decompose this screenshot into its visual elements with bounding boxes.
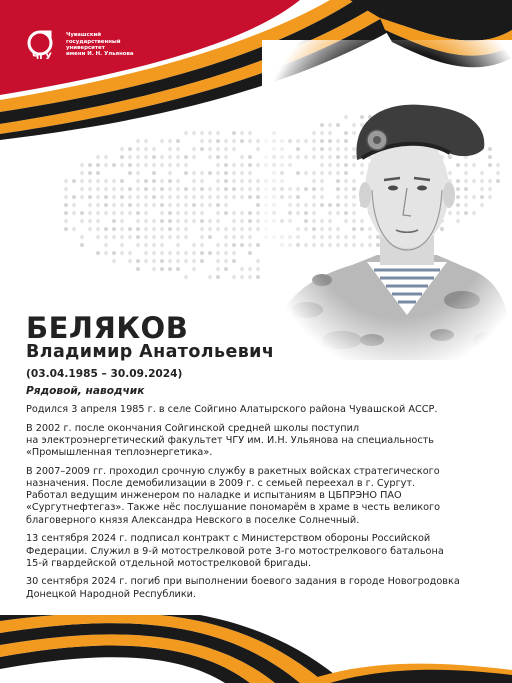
- military-rank: Рядовой, наводчик: [26, 385, 145, 397]
- soldier-portrait: [262, 40, 512, 360]
- university-name: Чувашский государственный университет имени И. Н. Ульянова: [66, 32, 134, 58]
- bio-paragraph: В 2007–2009 гг. проходил срочную службу в ракетных войсках стратегического назначения. После демобилизации в 2009 г. с семьей переехал в г. Сургут. Работал ведущим инженером по наладке и испытаниям в ЦБПРЭНО ПАО «Сургутнефтегаз». Также нёс послушание пономарём в храме в честь великого благоверного князя Александра Невского в поселке Солнечный.: [26, 465, 441, 526]
- bio-paragraph: В 2002 г. после окончания Сойгинской средней школы поступил на электроэнергетический факультет ЧГУ им. И.Н. Ульянова на специальность «Промышленная теплоэнергетика».: [26, 422, 435, 459]
- surname: БЕЛЯКОВ: [26, 311, 189, 345]
- bio-paragraph: Родился 3 апреля 1985 г. в селе Сойгино Алатырского района Чувашской АССР.: [26, 404, 438, 415]
- bio-paragraph: 13 сентября 2024 г. подписал контракт с Министерством обороны Российской Федерации. Служил в 9-й мотострелковой роте 3-го мотострелкового батальона 15-й гвардейской отдельной мотострелковой бригады.: [26, 533, 444, 569]
- st-george-ribbon-icon: [0, 615, 512, 683]
- university-logo-icon: [26, 29, 62, 61]
- university-logo: [26, 28, 136, 62]
- bio-paragraph: 30 сентября 2024 г. погиб при выполнении боевого задания в городе Новогродовка Донецкой Народной Республики.: [26, 576, 460, 600]
- given-name: Владимир Анатольевич: [26, 342, 275, 362]
- life-dates: (03.04.1985 – 30.09.2024): [26, 368, 183, 380]
- biography: [26, 404, 496, 607]
- logo-abbr: ЧГУ: [32, 52, 52, 61]
